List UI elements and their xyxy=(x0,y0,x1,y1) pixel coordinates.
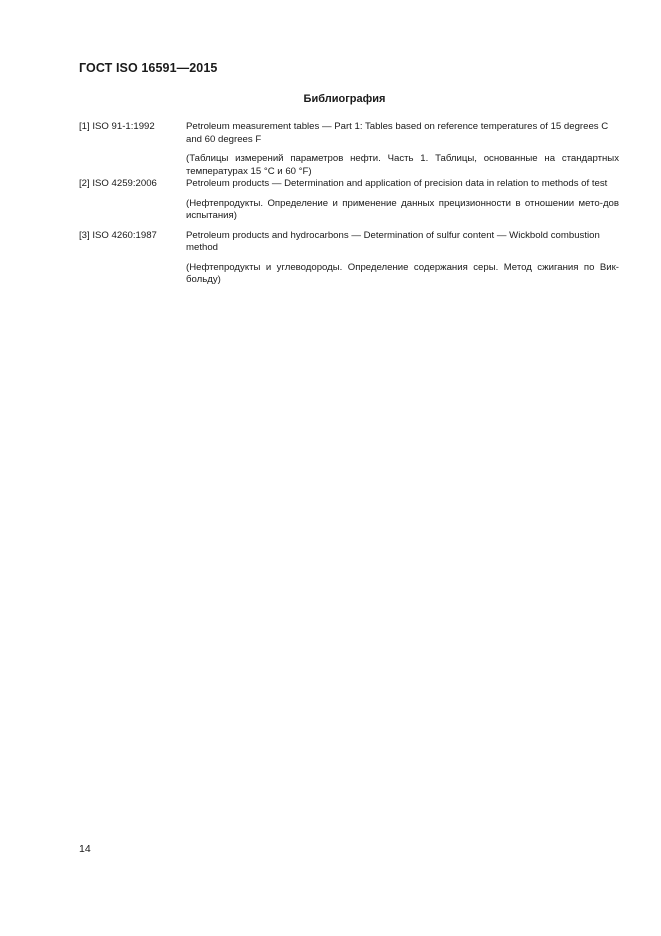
bibliography-entry xyxy=(79,178,619,223)
document-header: ГОСТ ISO 16591—2015 xyxy=(79,61,218,75)
bibliography-title-ru: (Нефтепродукты и углеводороды. Определение содержания серы. Метод сжигания по Вик-больду) xyxy=(186,261,619,285)
bibliography-title-ru: (Нефтепродукты. Определение и применение данных прецизионности в отношении мето-дов испытания) xyxy=(186,197,619,221)
bibliography-texts xyxy=(186,178,619,223)
bibliography-ref: [1] ISO 91-1:1992 xyxy=(79,121,155,132)
bibliography-entry xyxy=(79,121,619,178)
bibliography-list xyxy=(79,121,619,287)
bibliography-texts xyxy=(186,230,619,287)
bibliography-ref: [2] ISO 4259:2006 xyxy=(79,178,157,189)
bibliography-entry xyxy=(79,230,619,287)
bibliography-title-en: Petroleum products and hydrocarbons — Determination of sulfur content — Wickbold combustion method xyxy=(186,229,600,253)
bibliography-title-en: Petroleum products — Determination and application of precision data in relation to methods of test xyxy=(186,178,608,189)
bibliography-title-ru: (Таблицы измерений параметров нефти. Часть 1. Таблицы, основанные на стандартных температурах 15 °C и 60 °F) xyxy=(186,153,619,177)
section-title: Библиография xyxy=(303,93,386,105)
bibliography-texts xyxy=(186,121,619,178)
bibliography-title-en: Petroleum measurement tables — Part 1: Tables based on reference temperatures of 15 degrees C and 60 degrees F xyxy=(186,121,609,145)
bibliography-ref: [3] ISO 4260:1987 xyxy=(79,229,157,241)
page-number: 14 xyxy=(79,843,91,855)
